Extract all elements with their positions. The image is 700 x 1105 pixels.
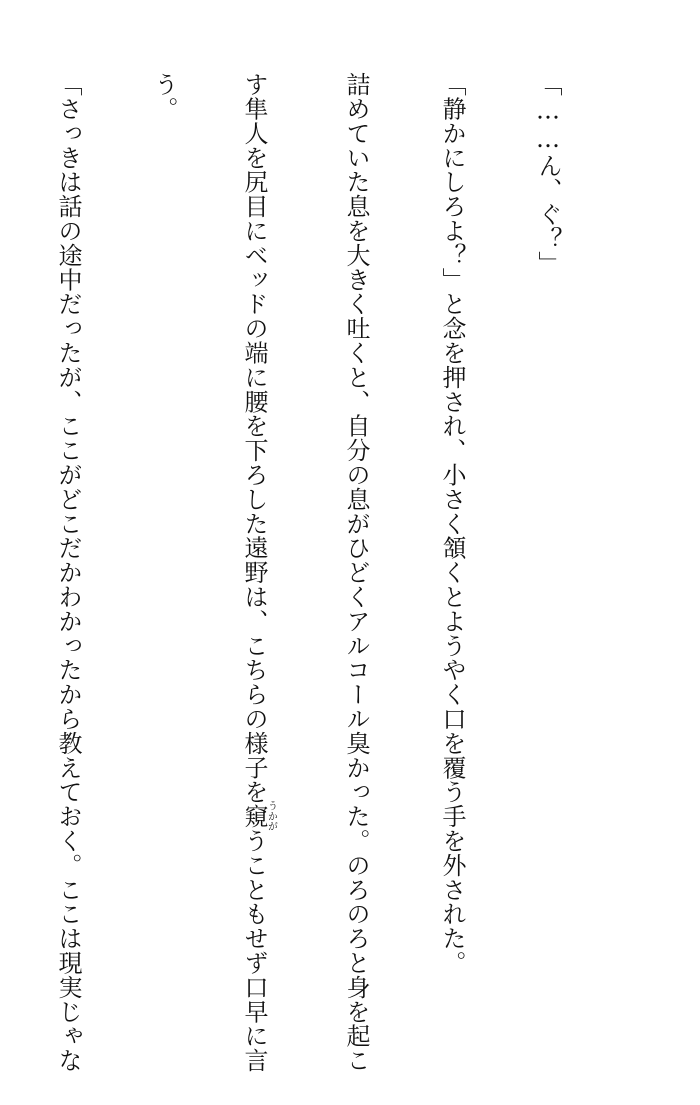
ruby-reading: うかが — [265, 800, 277, 832]
text-line-2: 「静かにしろよ？」と念を押され、小さく頷くとようやく口を覆う手を外された。 — [438, 72, 466, 975]
text-line-6: 「さっきは話の途中だったが、ここがどこだかわかったから教えておく。ここは現実じゃな — [54, 72, 82, 1073]
text-line-1: 「……ん、ぐ？」 — [534, 72, 562, 276]
furigana-ruby — [240, 800, 277, 832]
text-line-3: 詰めていた息を大きく吐くと、自分の息がひどくアルコール臭かった。のろのろと身を起こ — [342, 72, 370, 1073]
vertical-text-block — [0, 72, 628, 1073]
text-line-5: う。 — [150, 72, 178, 121]
text-line-4-after: うこともせず口早に言 — [240, 828, 268, 1073]
text-line-4 — [240, 72, 277, 1073]
ruby-base: 窺 — [240, 800, 268, 832]
text-line-4-before: す隼人を尻目にベッドの端に腰を下ろした遠野は、こちらの様子を — [240, 72, 268, 804]
